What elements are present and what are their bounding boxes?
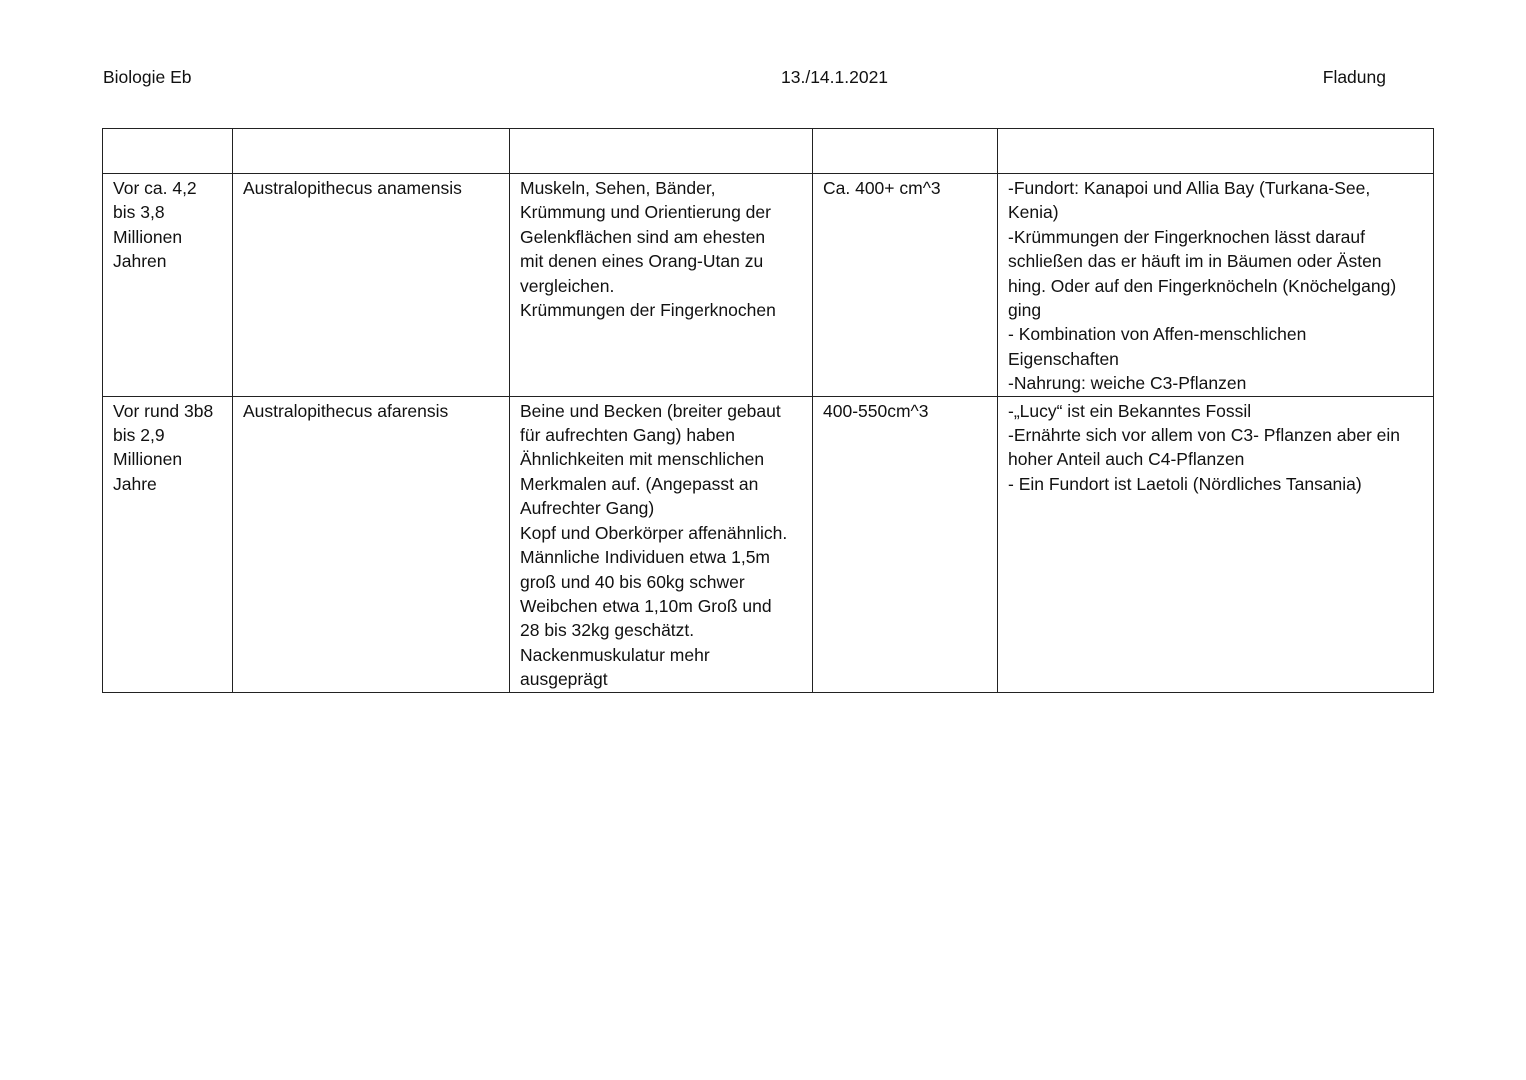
brain-volume-cell: 400-550cm^3 xyxy=(813,396,998,692)
notes-cell: -Fundort: Kanapoi und Allia Bay (Turkana-See, Kenia) -Krümmungen der Fingerknochen lässt darauf schließen das er häuft im in Bäumen oder Ästen hing. Oder auf den Fingerknöcheln (Knöchelgang) ging - Kombination von Affen-menschlichen Eigenschaften -Nahrung: weiche C3-Pflanzen xyxy=(998,174,1434,397)
species-cell: Australopithecus anamensis xyxy=(233,174,510,397)
header-cell xyxy=(813,129,998,174)
header-cell xyxy=(998,129,1434,174)
header-cell xyxy=(510,129,813,174)
header-cell xyxy=(103,129,233,174)
period-cell: Vor ca. 4,2 bis 3,8 Millionen Jahren xyxy=(103,174,233,397)
hominid-table xyxy=(102,128,1434,693)
header-cell xyxy=(233,129,510,174)
features-cell: Beine und Becken (breiter gebaut für aufrechten Gang) haben Ähnlichkeiten mit menschlichen Merkmalen auf. (Angepasst an Aufrechter Gang) Kopf und Oberkörper affenähnlich. Männliche Individuen etwa 1,5m groß und 40 bis 60kg schwer Weibchen etwa 1,10m Groß und 28 bis 32kg geschätzt. Nackenmuskulatur mehr ausgeprägt xyxy=(510,396,813,692)
page-header xyxy=(103,66,1386,90)
header-date: 13./14.1.2021 xyxy=(781,67,889,87)
table-header-row xyxy=(103,129,1434,174)
period-cell: Vor rund 3b8 bis 2,9 Millionen Jahre xyxy=(103,396,233,692)
table-row xyxy=(103,396,1434,692)
table-row xyxy=(103,174,1434,397)
features-cell: Muskeln, Sehen, Bänder, Krümmung und Orientierung der Gelenkflächen sind am ehesten mit denen eines Orang-Utan zu vergleichen. Krümmungen der Fingerknochen xyxy=(510,174,813,397)
species-cell: Australopithecus afarensis xyxy=(233,396,510,692)
header-subject: Biologie Eb xyxy=(103,67,192,87)
brain-volume-cell: Ca. 400+ cm^3 xyxy=(813,174,998,397)
notes-cell: -„Lucy“ ist ein Bekanntes Fossil -Ernährte sich vor allem von C3- Pflanzen aber ein hoher Anteil auch C4-Pflanzen - Ein Fundort ist Laetoli (Nördliches Tansania) xyxy=(998,396,1434,692)
header-teacher: Fladung xyxy=(1322,67,1386,87)
